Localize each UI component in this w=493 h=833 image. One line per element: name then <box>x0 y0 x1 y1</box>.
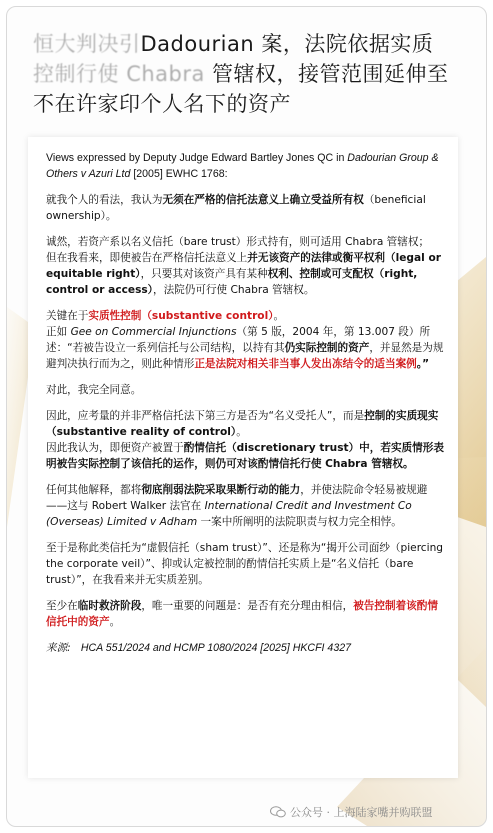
paragraph-agree: 对此，我完全同意。 <box>46 384 142 396</box>
wechat-icon <box>270 806 286 818</box>
paragraph-substantive-control: 关键在于实质性控制（substantive control）。 正如 Gee on Commercial Injunctions（第 5 版，2004 年，第 13.007 段）所述：“若被告设立一系列信托与公司结构，以持有其仍实际控制的资产，并显然是为规避判决执行而为之，则此种情形正是法院对相关非当事人发出冻结令的适当案例。” <box>46 310 444 370</box>
source-label: 来源: <box>46 642 71 654</box>
case-name-adham: International Credit and Investment Co (Overseas) Limited v Adham <box>46 500 412 528</box>
intro-text: Views expressed by Deputy Judge Edward Bartley Jones QC in <box>46 152 348 164</box>
quote-body <box>46 150 446 666</box>
paragraph-sham-trust: 至于是称此类信托为“虚假信托（sham trust）”、还是称为“揭开公司面纱（piercing the corporate veil）”、抑或认定被控制的酌情信托实质上是“名义信托（bare trust）”，在我看来并无实质差别。 <box>46 542 444 586</box>
source-citation: HCA 551/2024 and HCMP 1080/2024 [2025] HKCFI 4327 <box>80 642 351 654</box>
footer-text: 公众号 · 上海陆家嘴并购联盟 <box>290 806 433 819</box>
paragraph-reality-of-control: 因此，应考量的并非严格信托法下第三方是否为“名义受托人”，而是控制的实质现实（substantive reality of control）。 因此我认为，即便资产被置于酌情信托（discretionary trust）中，若实质情形表明被告实际控制了该信托的运作，则仍可对该酌情信托行使 Chabra 管辖权。 <box>46 410 444 470</box>
source-line <box>46 640 446 656</box>
wechat-footer <box>270 804 433 820</box>
paragraph-court-powers: 任何其他解释，都将彻底削弱法院采取果断行动的能力，并使法院命令轻易被规避——这与 Robert Walker 法官在 International Credit and Investment Co (Overseas) Limited v Adham 一案中所阐明的法院职责与权力完全相悖。 <box>46 484 428 528</box>
paragraph-interim-relief: 至少在临时救济阶段，唯一重要的问题是：是否有充分理由相信，被告控制着该酌情信托中的资产。 <box>46 600 438 628</box>
paragraph-bare-trust: 诚然，若资产系以名义信托（bare trust）形式持有，则可适用 Chabra 管辖权； 但在我看来，即使被告在严格信托法意义上并无该资产的法律或衡平权利（legal or equitable right），只要其对该资产具有某种权利、控制或可支配权（right, control or access），法院仍可行使 Chabra 管辖权。 <box>46 236 441 296</box>
title-faded-start: 恒大判决引 <box>33 32 141 56</box>
book-title: Gee on Commercial Injunctions <box>70 326 237 338</box>
title-line3: 不在许家印个人名下的资产 <box>33 92 291 116</box>
paragraph-intro <box>46 150 446 182</box>
title-faded-mid: 控制行使 <box>33 62 119 86</box>
page-title <box>33 29 473 119</box>
paragraph-beneficial-ownership: 就我个人的看法，我认为无须在严格的信托法意义上确立受益所有权（beneficial ownership）。 <box>46 194 426 222</box>
title-faded-chabra: Chabra <box>126 62 205 86</box>
intro-citation: [2005] EWHC 1768: <box>130 168 228 180</box>
title-line2: 管辖权，接管范围延伸至 <box>204 62 449 86</box>
title-line1: Dadourian 案，法院依据实质 <box>140 32 434 56</box>
case-name: Dadourian Group & Others v Azuri Ltd <box>46 152 439 180</box>
